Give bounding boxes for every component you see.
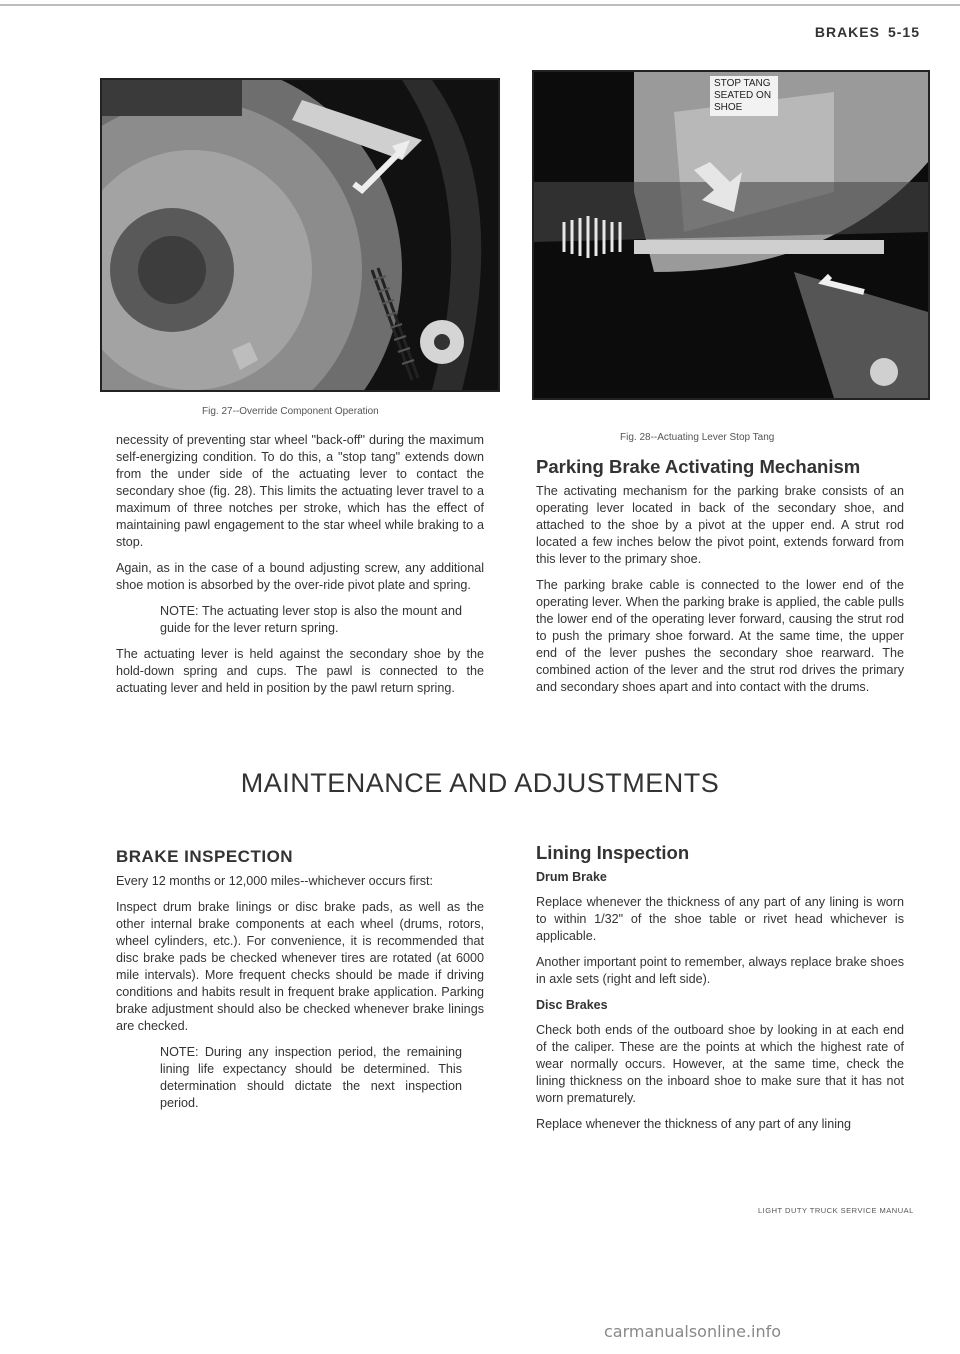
figure-28-callout: STOP TANG SEATED ON SHOE	[710, 76, 778, 116]
figure-27-caption: Fig. 27--Override Component Operation	[202, 406, 379, 417]
parking-brake-heading: Parking Brake Activating Mechanism	[536, 456, 861, 477]
drum-paragraph-2: Another important point to remember, always replace brake shoes in axle sets (right and left side).	[536, 955, 904, 986]
right-paragraph-1: The activating mechanism for the parking brake consists of an operating lever located in back of the secondary shoe, and attached to the shoe by a pivot at the upper end. A strut rod located a few inches below the pivot point, extends forward from this lever to the primary shoe.	[536, 484, 904, 566]
left-paragraph-2: Again, as in the case of a bound adjusting screw, any additional shoe motion is absorbed by the over-ride pivot plate and spring.	[116, 561, 484, 592]
figure-28-photo	[532, 70, 930, 400]
left-paragraph-3: The actuating lever is held against the secondary shoe by the hold-down spring and cups. The pawl is connected to the actuating lever and held in position by the pawl return spring.	[116, 647, 484, 695]
lining-inspection-heading: Lining Inspection	[536, 842, 690, 863]
drum-brake-heading: Drum Brake	[536, 870, 607, 884]
figure-27-illustration	[102, 80, 498, 390]
left-note: NOTE: The actuating lever stop is also the mount and guide for the lever return spring.	[160, 604, 462, 635]
page-header	[815, 24, 920, 40]
left-paragraph-1: necessity of preventing star wheel "back-off" during the maximum self-energizing condition. To do this, a "stop tang" extends down from the under side of the actuating lever to contact the secondary shoe (fig. 28). This limits the actuating lever travel to a maximum of three notches per stroke, which has the effect of maintaining pawl engagement to the star wheel while braking to a stop.	[116, 433, 484, 549]
figure-28-caption: Fig. 28--Actuating Lever Stop Tang	[620, 432, 775, 443]
brake-inspection-heading: BRAKE INSPECTION	[116, 847, 294, 866]
figure-28-illustration	[534, 72, 928, 398]
right-paragraph-2: The parking brake cable is connected to the lower end of the operating lever. When the parking brake is applied, the cable pulls the lower end of the operating lever forward, causing the strut rod to push the primary shoe forward. At the same time, the upper end of the lever pushes the secondary shoe rearward. The combined action of the lever and the strut rod drives the primary and secondary shoes apart and into contact with the drums.	[536, 578, 904, 694]
drum-paragraph-1: Replace whenever the thickness of any part of any lining is worn to within 1/32" of the shoe table or rivet head whichever is applicable.	[536, 895, 904, 943]
top-rule	[0, 4, 960, 6]
inspection-paragraph-1: Every 12 months or 12,000 miles--whichever occurs first:	[116, 874, 434, 888]
inspection-note: NOTE: During any inspection period, the remaining lining life expectancy should be determined. This determination should dictate the next inspection period.	[160, 1045, 462, 1110]
inspection-paragraph-2: Inspect drum brake linings or disc brake pads, as well as the other internal brake components at each wheel (drums, rotors, wheel cylinders, etc.). For convenience, it is recommended that disc brake pads be checked whenever tires are rotated (at 6000 mile intervals). More frequent checks should be made if driving conditions and habits result in frequent brake application. Parking brake adjustment should also be checked whenever brake linings are checked.	[116, 900, 484, 1033]
disc-brakes-heading: Disc Brakes	[536, 998, 608, 1012]
disc-paragraph-1: Check both ends of the outboard shoe by looking in at each end of the caliper. These are the points at which the highest rate of wear normally occurs. However, at the same time, check the lining thickness on the inboard shoe to make sure that it has not worn prematurely.	[536, 1023, 904, 1105]
page-footer: LIGHT DUTY TRUCK SERVICE MANUAL	[758, 1206, 914, 1215]
brake-inspection-column	[116, 848, 484, 1121]
header-section: BRAKES	[814, 24, 880, 40]
figure-27-photo	[100, 78, 500, 392]
watermark-text: carmanualsonline.info	[604, 1322, 782, 1341]
header-page-number: 5-15	[887, 24, 920, 40]
disc-paragraph-2: Replace whenever the thickness of any part of any lining	[536, 1117, 852, 1131]
lining-inspection-column	[536, 844, 904, 1142]
left-column-text	[116, 432, 484, 706]
right-column-text	[536, 458, 904, 705]
section-title: MAINTENANCE AND ADJUSTMENTS	[240, 768, 720, 798]
